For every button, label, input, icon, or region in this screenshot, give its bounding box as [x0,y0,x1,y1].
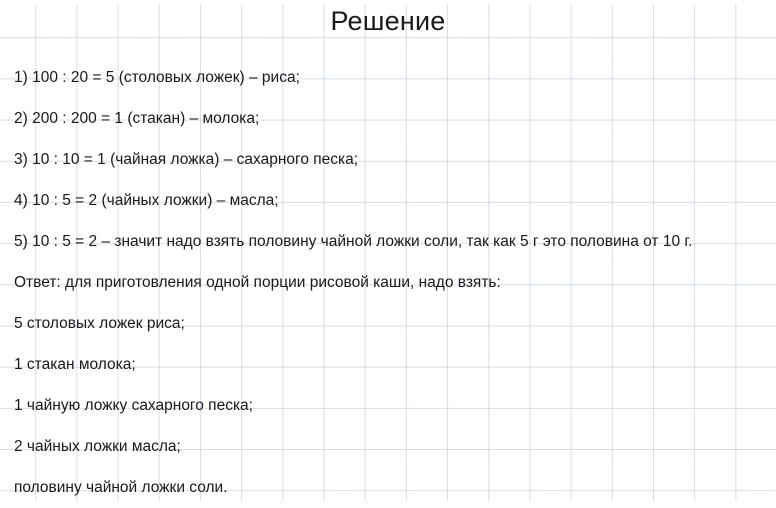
answer-item-line: 1 стакан молока; [14,356,136,373]
solution-line: 2) 200 : 200 = 1 (стакан) – молока; [14,110,260,127]
answer-intro-line: Ответ: для приготовления одной порции рисовой каши, надо взять: [14,274,501,291]
solution-line: 1) 100 : 20 = 5 (столовых ложек) – риса; [14,69,300,86]
solution-line: 3) 10 : 10 = 1 (чайная ложка) – сахарного песка; [14,151,359,168]
solution-line: 4) 10 : 5 = 2 (чайных ложки) – масла; [14,192,279,209]
document-content [0,4,776,508]
answer-item-line: 1 чайную ложку сахарного песка; [14,397,253,414]
solution-steps-list [14,57,762,508]
answer-item-line: половину чайной ложки соли. [14,479,228,496]
page-title: Решение [330,6,446,36]
answer-item-line: 5 столовых ложек риса; [14,315,185,332]
answer-item-line: 2 чайных ложки масла; [14,438,181,455]
notebook-page [0,4,776,501]
solution-line: 5) 10 : 5 = 2 – значит надо взять половину чайной ложки соли, так как 5 г это половина от 10 г. [14,233,693,250]
